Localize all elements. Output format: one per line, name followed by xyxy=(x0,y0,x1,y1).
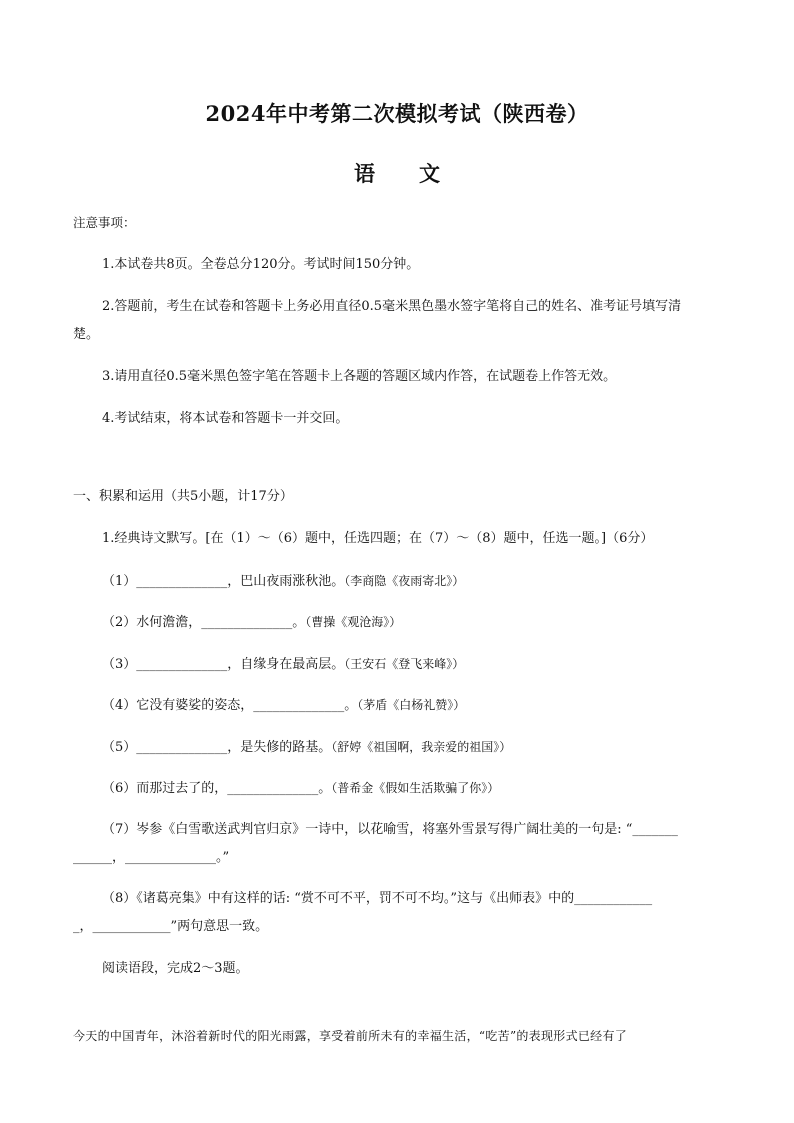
question-1-item-2 xyxy=(102,613,401,632)
section-heading: 一、积累和运用（共5小题，计17分） xyxy=(73,489,293,504)
question-1-item-1 xyxy=(102,572,464,591)
item-text: （3）______________，自缘身在最高层。 xyxy=(102,657,345,672)
item-source: （舒婷《祖国啊，我亲爱的祖国》） xyxy=(331,740,512,754)
notes-item-4: 4.考试结束，将本试卷和答题卡一并交回。 xyxy=(102,411,349,426)
reading-passage: 今天的中国青年，沐浴着新时代的阳光雨露，享受着前所未有的幸福生活，“吃苦”的表现形式已经有了 xyxy=(73,1029,628,1043)
notes-item-1: 1.本试卷共8页。全卷总分120分。考试时间150分钟。 xyxy=(102,257,420,272)
notes-item-3: 3.请用直径0.5毫米黑色签字笔在答题卡上各题的答题区域内作答，在试题卷上作答无效。 xyxy=(102,369,617,384)
item-text: （2）水何澹澹，______________。 xyxy=(102,615,306,630)
notes-item-2-cont: 楚。 xyxy=(73,327,100,342)
question-1-item-8: （8）《诸葛亮集》中有这样的话: “赏不可不平，罚不可不均。”这与《出师表》中的____________ xyxy=(102,891,653,906)
question-1-item-7: （7）岑参《白雪歌送武判官归京》一诗中，以花喻雪，将塞外雪景写得广阔壮美的一句是: “_______ xyxy=(102,822,678,837)
item-source: （茅盾《白杨礼赞》） xyxy=(357,698,466,712)
reading-intro: 阅读语段，完成2～3题。 xyxy=(102,961,249,976)
question-1-item-4 xyxy=(102,696,465,715)
question-1-item-8-cont: _，____________”两句意思一致。 xyxy=(73,919,269,934)
question-1-stem: 1.经典诗文默写。[在（1）～（6）题中，任选四题；在（7）～（8）题中，任选一题。]（6分） xyxy=(102,531,654,546)
item-source: （李商隐《夜雨寄北》） xyxy=(344,574,465,588)
item-source: （王安石《登飞来峰》） xyxy=(344,657,465,671)
exam-subject: 语文 xyxy=(354,161,484,186)
question-1-item-5 xyxy=(102,738,511,757)
item-text: （5）______________，是失修的路基。 xyxy=(102,740,332,755)
question-1-item-6 xyxy=(102,779,499,798)
notes-heading: 注意事项： xyxy=(73,215,136,230)
item-source: （普希金《假如生活欺骗了你》） xyxy=(331,781,500,795)
item-text: （1）______________，巴山夜雨涨秋池。 xyxy=(102,574,345,589)
notes-item-2: 2.答题前，考生在试卷和答题卡上务必用直径0.5毫米黑色墨水签字笔将自己的姓名、准考证号填写清 xyxy=(102,299,682,314)
item-text: （4）它没有婆娑的姿态，______________。 xyxy=(102,698,358,713)
item-text: （6）而那过去了的，______________。 xyxy=(102,781,332,796)
question-1-item-7-cont: ______，______________。” xyxy=(73,850,230,865)
exam-title: 2024年中考第二次模拟考试（陕西卷） xyxy=(205,101,589,126)
item-source: （曹操《观沧海》） xyxy=(305,615,402,629)
question-1-item-3 xyxy=(102,655,464,674)
